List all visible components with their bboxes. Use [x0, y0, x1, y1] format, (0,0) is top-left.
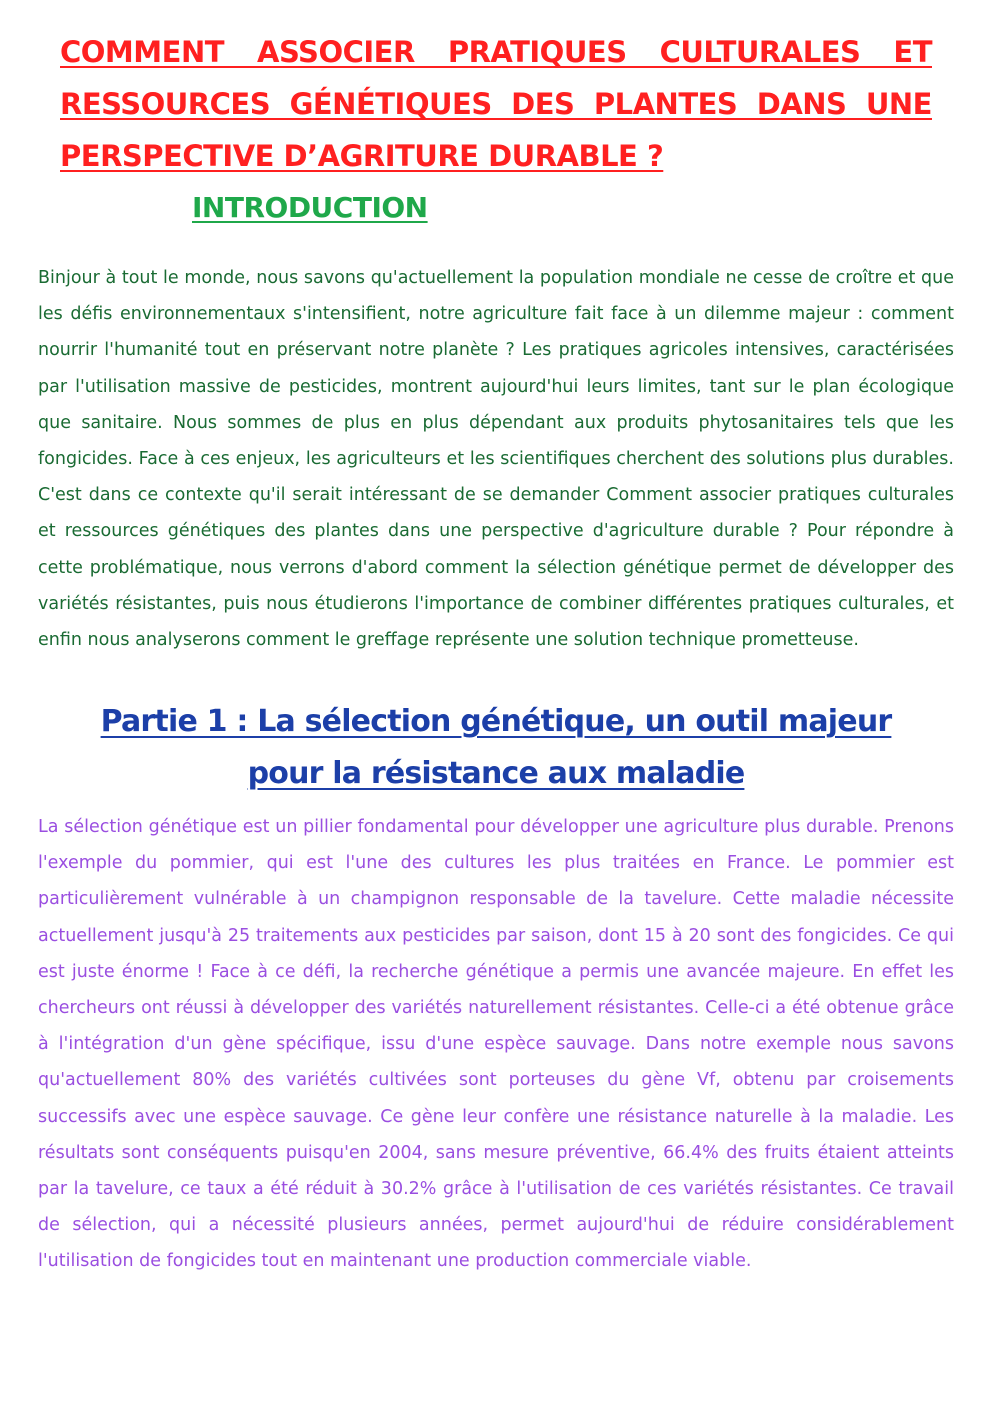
introduction-heading: INTRODUCTION	[192, 191, 428, 224]
part1-paragraph: La sélection génétique est un pillier fondamental pour développer une agriculture plus durable. Prenons l'exemple du pommier, qui est l'une des cultures les plus traitées en France. Le pommier est particulièrement vulnérable à un champignon responsable de la tavelure. Cette maladie nécessite actuellement jusqu'à 25 traitements aux pesticides par saison, dont 15 à 20 sont des fongicides. Ce qui est juste énorme ! Face à ce défi, la recherche génétique a permis une avancée majeure. En effet les chercheurs ont réussi à développer des variétés naturellement résistantes. Celle-ci a été obtenue grâce à l'intégration d'un gène spécifique, issu d'une espèce sauvage. Dans notre exemple nous savons qu'actuellement 80% des variétés cultivées sont porteuses du gène Vf, obtenu par croisements successifs avec une espèce sauvage. Ce gène leur confère une résistance naturelle à la maladie. Les résultats sont conséquents puisqu'en 2004, sans mesure préventive, 66.4% des fruits étaient atteints par la tavelure, ce taux a été réduit à 30.2% grâce à l'utilisation de ces variétés résistantes. Ce travail de sélection, qui a nécessité plusieurs années, permet aujourd'hui de réduire considérablement l'utilisation de fongicides tout en maintenant une production commerciale viable.	[38, 817, 954, 1272]
introduction-paragraph: Binjour à tout le monde, nous savons qu'actuellement la population mondiale ne cesse de croître et que les défis environnementaux s'intensifient, notre agriculture fait face à un dilemme majeur : comment nourrir l'humanité tout en préservant notre planète ? Les pratiques agricoles intensives, caractérisées par l'utilisation massive de pesticides, montrent aujourd'hui leurs limites, tant sur le plan écologique que sanitaire. Nous sommes de plus en plus dépendant aux produits phytosanitaires tels que les fongicides. Face à ces enjeux, les agriculteurs et les scientifiques cherchent des solutions plus durables. C'est dans ce contexte qu'il serait intéressant de se demander Comment associer pratiques culturales et ressources génétiques des plantes dans une perspective d'agriculture durable ? Pour répondre à cette problématique, nous verrons d'abord comment la sélection génétique permet de développer des variétés résistantes, puis nous étudierons l'importance de combiner différentes pratiques culturales, et enfin nous analyserons comment le greffage représente une solution technique prometteuse.	[38, 268, 954, 651]
part1-heading: Partie 1 : La sélection génétique, un outil majeur pour la résistance aux maladie	[100, 704, 892, 791]
main-title: COMMENT ASSOCIER PRATIQUES CULTURALES ET RESSOURCES GÉNÉTIQUES DES PLANTES DANS UNE PERSPECTIVE D’AGRITURE DURABLE ?	[60, 35, 932, 173]
